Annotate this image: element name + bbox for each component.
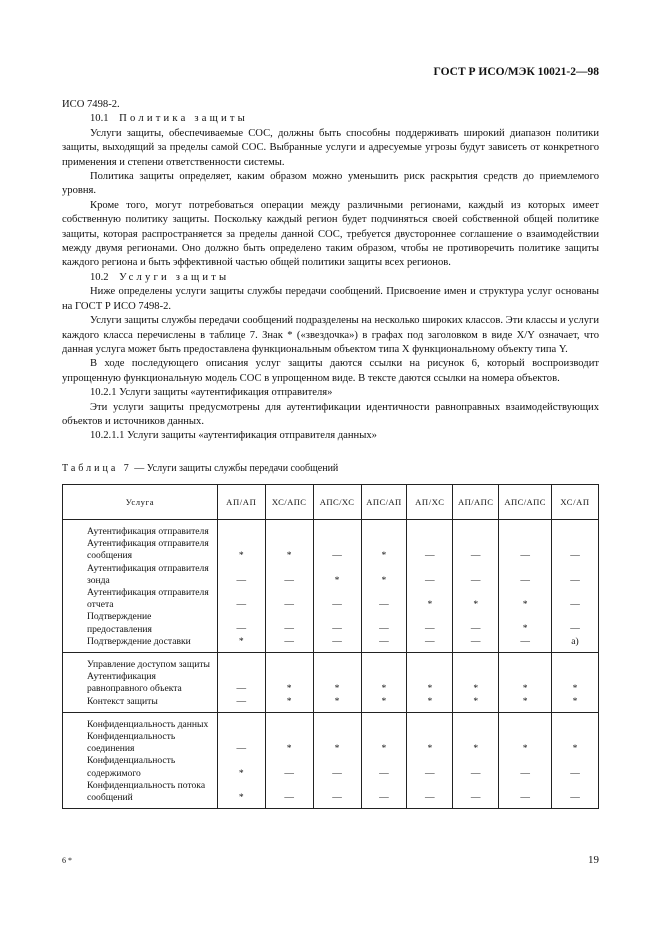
security-services-table: [62, 484, 599, 809]
availability-mark: *: [572, 683, 578, 695]
service-class-heading: Конфиденциальность данных: [87, 718, 209, 730]
paragraph: Услуги защиты службы передачи сообщений подразделены на несколько широких классов. Эти классы и услуги каждого класса перечислены в таблице 7. Знак * («звездочка») в графах под заголовком в виде X/Y означает, что данная услуга может быть предоставлена функциональным объектом типа X функциональному объекту типа Y.: [62, 315, 599, 355]
availability-mark: —: [470, 636, 481, 647]
column-header: Услуга: [63, 485, 218, 520]
column-header: АП/АП: [217, 485, 265, 520]
service-item: Аутентификация отправителя сообщения: [87, 538, 209, 562]
availability-cell: [407, 520, 453, 653]
subsection-heading: 10.2.1 Услуги защиты «аутентификация отправителя»: [90, 387, 333, 399]
availability-mark: *: [238, 792, 244, 804]
availability-cell: [265, 520, 313, 653]
availability-mark: *: [473, 683, 479, 695]
availability-mark: —: [520, 768, 530, 780]
availability-mark: —: [284, 636, 294, 647]
service-item: Конфиденциальность содержимого: [87, 755, 176, 779]
paragraph: Кроме того, могут потребоваться операции между различными регионами, каждый из которых имеет собственную политику защиты. Поскольку каждый регион будет подчиняться своей собственной общей политике защиты, которая распространяется за пределы данной СОС, требуется двустороннее соглашение о взаимодействии между двумя регионами. Оно должно быть определено таким образом, чтобы не противоречить политике защиты каждого региона и быть эффективной частью общей политики защиты всех регионов.: [62, 199, 599, 269]
table-row-group: [63, 712, 599, 808]
availability-mark: *: [473, 599, 479, 611]
availability-cell: [313, 712, 361, 808]
availability-mark: —: [570, 623, 580, 635]
paragraph: Политика защиты определяет, каким образом можно уменьшить риск раскрытия средств до приемлемого уровня.: [62, 171, 599, 197]
availability-mark: *: [286, 550, 292, 562]
availability-mark: *: [427, 743, 433, 755]
availability-mark: *: [381, 683, 387, 695]
availability-mark: —: [332, 623, 342, 635]
availability-mark: *: [427, 683, 433, 695]
page-number: 19: [588, 854, 599, 866]
availability-mark: *: [522, 599, 528, 611]
availability-mark: —: [379, 792, 389, 804]
service-item: Подтверждение предоставления: [87, 611, 152, 635]
availability-mark: *: [522, 683, 528, 695]
availability-mark: *: [238, 768, 244, 780]
availability-mark: —: [470, 623, 481, 635]
availability-cell: [361, 712, 407, 808]
section-number: 10.2: [90, 271, 109, 283]
service-item: Контекст защиты: [87, 695, 158, 707]
availability-mark: *: [238, 636, 244, 647]
section-number: 10.1: [90, 113, 109, 125]
service-item: Конфиденциальность потока сообщений: [87, 779, 206, 804]
availability-mark: —: [236, 575, 247, 587]
availability-mark: —: [284, 623, 294, 635]
standard-header: ГОСТ Р ИСО/МЭК 10021-2—98: [433, 66, 599, 78]
availability-mark: *: [334, 743, 340, 755]
availability-cell: [313, 653, 361, 713]
availability-mark: —: [379, 599, 389, 611]
body-text: [62, 98, 599, 444]
availability-mark: *: [238, 550, 244, 562]
availability-cell: [499, 712, 552, 808]
availability-mark: —: [332, 550, 342, 562]
availability-mark: —: [470, 792, 481, 804]
availability-mark: —: [284, 768, 294, 780]
table-caption-label: Таблица 7: [62, 463, 132, 474]
availability-mark: а): [571, 636, 579, 647]
availability-mark: —: [425, 768, 435, 780]
paragraph: ИСО 7498-2.: [62, 99, 120, 110]
availability-mark: —: [379, 636, 389, 647]
availability-mark: *: [381, 575, 387, 587]
availability-cell: [552, 520, 599, 653]
subsection-heading: 10.2.1.1 Услуги защиты «аутентификация отправителя данных»: [90, 430, 377, 442]
availability-cell: [552, 653, 599, 713]
column-header: АП/АПС: [453, 485, 499, 520]
availability-mark: —: [236, 696, 247, 708]
service-class-heading: Управление доступом защиты: [87, 659, 210, 671]
availability-mark: *: [334, 696, 340, 708]
paragraph: Эти услуги защиты предусмотрены для аутентификации идентичности равноправных взаимодействующих объектов и источников данных.: [62, 401, 599, 427]
availability-mark: —: [284, 792, 294, 804]
service-item: Конфиденциальность соединения: [87, 731, 176, 755]
availability-mark: *: [473, 743, 479, 755]
availability-mark: —: [425, 792, 435, 804]
paragraph: Услуги защиты, обеспечиваемые СОС, должны быть способны поддерживать широкий диапазон политики защиты, выходящий за пределы самой СОС. Выбранные услуги и адресуемые угрозы будут зависеть от конкретного применения и степени ответственности системы.: [62, 127, 599, 168]
availability-mark: *: [381, 550, 387, 562]
availability-mark: *: [522, 696, 528, 708]
availability-mark: —: [570, 768, 580, 780]
availability-mark: *: [334, 683, 340, 695]
service-class-heading: Аутентификация отправителя: [87, 526, 209, 537]
availability-cell: [361, 653, 407, 713]
availability-mark: *: [473, 696, 479, 708]
availability-mark: *: [381, 743, 387, 755]
availability-cell: [499, 520, 552, 653]
availability-mark: *: [381, 696, 387, 708]
section-heading-10-1: [62, 112, 599, 126]
availability-cell: [407, 712, 453, 808]
availability-mark: —: [570, 550, 580, 562]
column-header: АПС/АП: [361, 485, 407, 520]
availability-cell: [217, 712, 265, 808]
availability-mark: *: [334, 575, 340, 587]
availability-mark: *: [286, 696, 292, 708]
footer-signature-mark: 6 *: [62, 856, 72, 865]
availability-cell: [217, 653, 265, 713]
availability-mark: —: [332, 792, 342, 804]
availability-mark: *: [522, 623, 528, 635]
availability-mark: —: [236, 743, 247, 755]
paragraph: В ходе последующего описания услуг защиты даются ссылки на рисунок 6, который воспроизводит упрощенную функциональную модель СОС в упрощенном виде. В тексте даются ссылки на номера объектов.: [62, 358, 599, 384]
availability-cell: [499, 653, 552, 713]
availability-cell: [265, 712, 313, 808]
service-cell: [63, 653, 218, 713]
paragraph: Ниже определены услуги защиты службы передачи сообщений. Присвоение имен и структура услуг основаны на ГОСТ Р ИСО 7498-2.: [62, 286, 599, 312]
availability-mark: —: [332, 599, 342, 611]
table-row-group: [63, 653, 599, 713]
availability-mark: —: [570, 792, 580, 804]
availability-mark: —: [236, 623, 247, 635]
availability-mark: —: [425, 636, 435, 647]
availability-mark: *: [427, 599, 433, 611]
section-title: Политика защиты: [119, 113, 249, 125]
service-item: Аутентификация равноправного объекта: [87, 671, 182, 695]
availability-mark: —: [470, 550, 481, 562]
availability-mark: —: [470, 768, 481, 780]
availability-mark: —: [470, 575, 481, 587]
column-header: АП/ХС: [407, 485, 453, 520]
column-header: АПС/ХС: [313, 485, 361, 520]
availability-mark: —: [520, 575, 530, 587]
availability-mark: *: [572, 743, 578, 755]
availability-mark: —: [425, 623, 435, 635]
availability-mark: —: [379, 623, 389, 635]
availability-cell: [453, 712, 499, 808]
availability-mark: —: [520, 636, 530, 647]
availability-mark: —: [379, 768, 389, 780]
section-title: Услуги защиты: [119, 271, 230, 283]
table-row-group: [63, 520, 599, 653]
availability-cell: [407, 653, 453, 713]
availability-mark: —: [332, 768, 342, 780]
availability-mark: *: [286, 683, 292, 695]
availability-mark: —: [425, 575, 435, 587]
availability-mark: —: [425, 550, 435, 562]
availability-mark: —: [284, 575, 294, 587]
service-cell: [63, 712, 218, 808]
section-heading-10-2: [62, 271, 599, 285]
availability-mark: —: [236, 683, 247, 695]
table-caption-text: — Услуги защиты службы передачи сообщений: [131, 463, 339, 474]
service-cell: [63, 520, 218, 653]
column-header: ХС/АПС: [265, 485, 313, 520]
availability-mark: —: [236, 599, 247, 611]
availability-cell: [265, 653, 313, 713]
availability-mark: *: [522, 743, 528, 755]
availability-mark: *: [286, 743, 292, 755]
table-caption: [62, 463, 338, 474]
availability-cell: [453, 653, 499, 713]
availability-mark: —: [520, 550, 530, 562]
availability-mark: *: [427, 696, 433, 708]
service-item: Аутентификация отправителя отчета: [87, 587, 209, 611]
service-item: Подтверждение доставки: [87, 635, 191, 647]
service-item: Аутентификация отправителя зонда: [87, 562, 209, 586]
availability-mark: *: [572, 696, 578, 708]
availability-cell: [217, 520, 265, 653]
column-header: АПС/АПС: [499, 485, 552, 520]
availability-cell: [552, 712, 599, 808]
table-header-row: [63, 485, 599, 520]
column-header: ХС/АП: [552, 485, 599, 520]
availability-mark: —: [284, 599, 294, 611]
availability-mark: —: [520, 792, 530, 804]
availability-mark: —: [570, 575, 580, 587]
availability-cell: [361, 520, 407, 653]
availability-mark: —: [332, 636, 342, 647]
availability-mark: —: [570, 599, 580, 611]
availability-cell: [453, 520, 499, 653]
availability-cell: [313, 520, 361, 653]
